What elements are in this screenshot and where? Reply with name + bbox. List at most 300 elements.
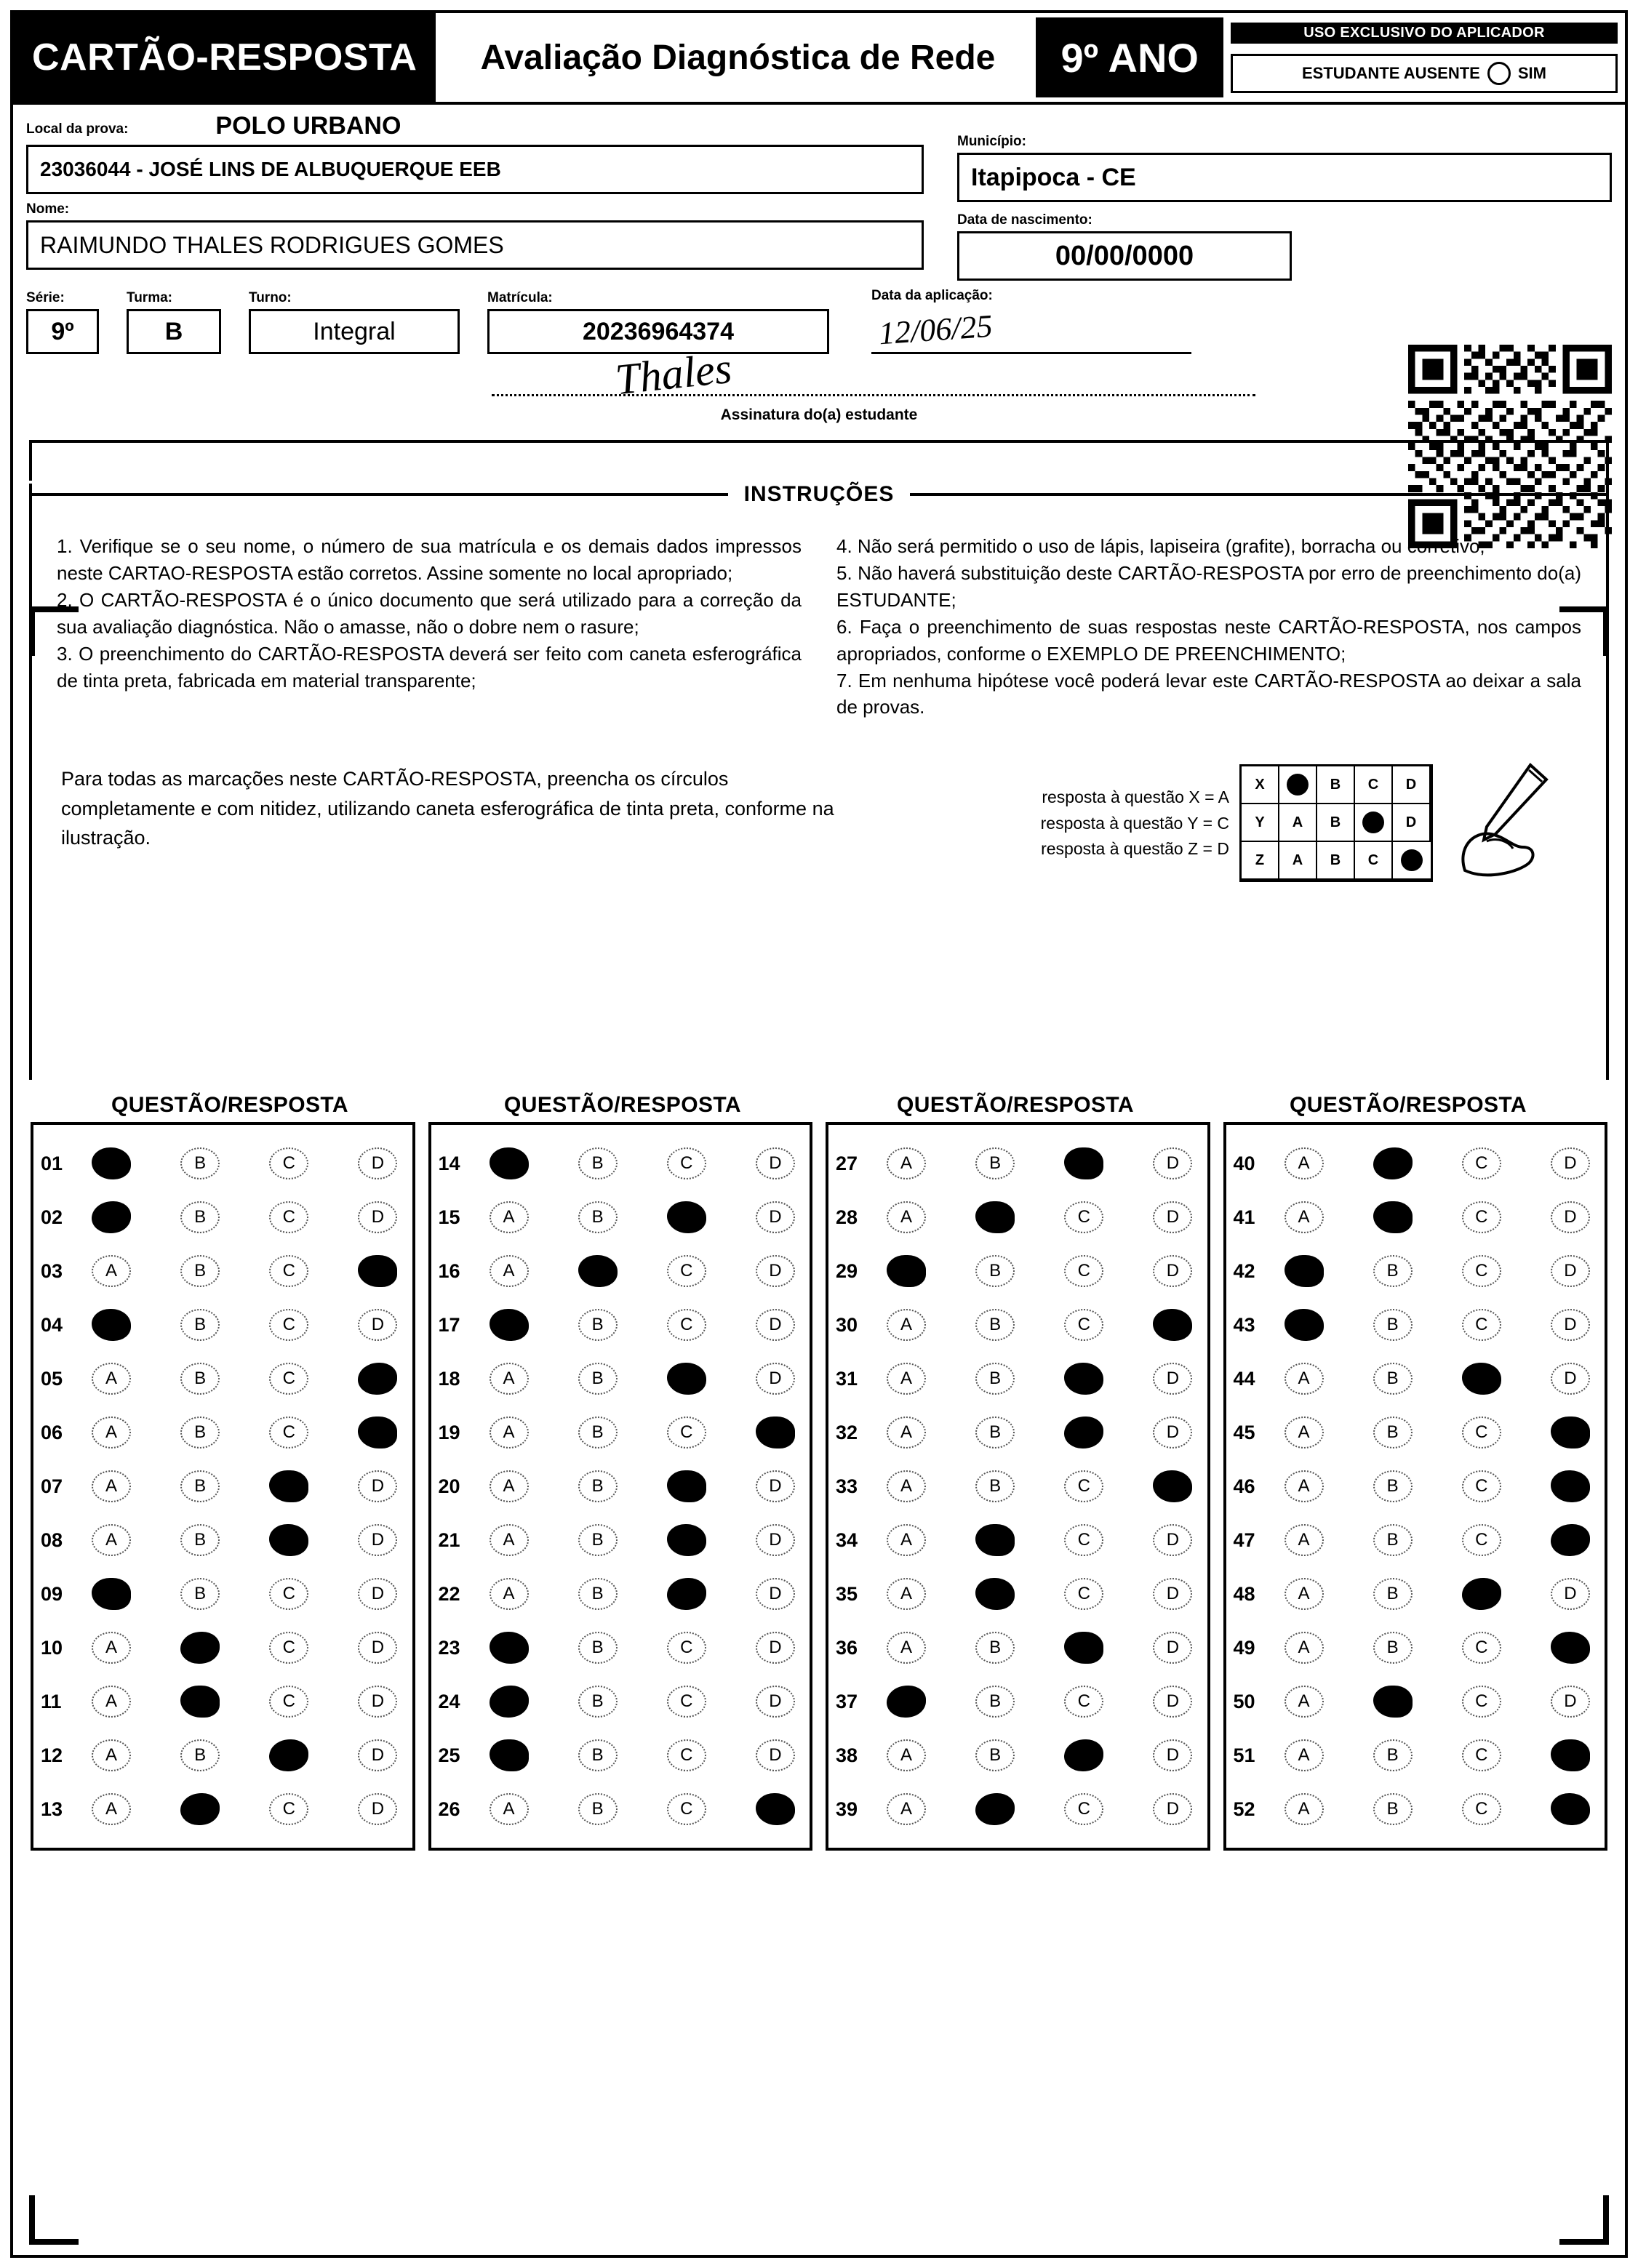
option-bubble-filled[interactable] xyxy=(490,1686,529,1718)
option-cell[interactable] xyxy=(664,1465,709,1507)
option-cell[interactable] xyxy=(1282,1734,1327,1776)
option-cell[interactable] xyxy=(664,1788,709,1830)
option-cell[interactable] xyxy=(89,1196,134,1238)
option-cell[interactable] xyxy=(1061,1196,1106,1238)
option-bubble[interactable]: C xyxy=(269,1147,308,1179)
option-cell[interactable] xyxy=(177,1627,223,1669)
option-cell[interactable] xyxy=(355,1250,400,1292)
option-bubble[interactable]: D xyxy=(756,1739,795,1771)
option-cell[interactable] xyxy=(753,1680,798,1723)
option-bubble[interactable]: A xyxy=(887,1739,926,1771)
option-bubble[interactable]: D xyxy=(1153,1739,1192,1771)
option-cell[interactable] xyxy=(884,1465,929,1507)
option-bubble[interactable]: B xyxy=(1373,1793,1413,1825)
option-cell[interactable] xyxy=(1282,1519,1327,1561)
option-cell[interactable] xyxy=(89,1573,134,1615)
option-bubble-filled[interactable] xyxy=(667,1524,706,1556)
option-bubble[interactable]: B xyxy=(1373,1739,1413,1771)
option-bubble[interactable]: A xyxy=(887,1363,926,1395)
option-bubble-filled[interactable] xyxy=(269,1739,308,1771)
option-cell[interactable] xyxy=(487,1465,532,1507)
option-cell[interactable] xyxy=(1061,1627,1106,1669)
option-bubble[interactable]: D xyxy=(756,1686,795,1718)
option-cell[interactable] xyxy=(753,1411,798,1454)
option-cell[interactable] xyxy=(575,1788,620,1830)
option-bubble[interactable]: B xyxy=(180,1470,220,1502)
option-bubble[interactable]: B xyxy=(1373,1417,1413,1448)
option-bubble[interactable]: A xyxy=(92,1417,131,1448)
option-cell[interactable] xyxy=(1282,1788,1327,1830)
option-cell[interactable] xyxy=(266,1142,311,1185)
option-cell[interactable] xyxy=(487,1358,532,1400)
option-bubble-filled[interactable] xyxy=(358,1363,397,1395)
option-bubble-filled[interactable] xyxy=(490,1739,529,1771)
option-cell[interactable] xyxy=(1282,1250,1327,1292)
option-cell[interactable] xyxy=(972,1573,1018,1615)
option-cell[interactable] xyxy=(884,1788,929,1830)
option-cell[interactable] xyxy=(1150,1519,1195,1561)
option-cell[interactable] xyxy=(1459,1304,1504,1346)
option-cell[interactable] xyxy=(1459,1465,1504,1507)
option-bubble[interactable]: A xyxy=(887,1309,926,1341)
option-bubble[interactable]: D xyxy=(1153,1417,1192,1448)
option-cell[interactable] xyxy=(575,1304,620,1346)
option-cell[interactable] xyxy=(884,1734,929,1776)
option-bubble-filled[interactable] xyxy=(578,1255,618,1287)
option-cell[interactable] xyxy=(1548,1734,1593,1776)
option-bubble[interactable]: A xyxy=(92,1739,131,1771)
option-cell[interactable] xyxy=(266,1788,311,1830)
option-cell[interactable] xyxy=(177,1680,223,1723)
option-cell[interactable] xyxy=(1282,1411,1327,1454)
option-bubble[interactable]: B xyxy=(1373,1255,1413,1287)
option-bubble[interactable]: A xyxy=(887,1417,926,1448)
option-bubble-filled[interactable] xyxy=(1462,1578,1501,1610)
option-cell[interactable] xyxy=(355,1627,400,1669)
option-bubble-filled[interactable] xyxy=(667,1363,706,1395)
option-bubble[interactable]: C xyxy=(1462,1255,1501,1287)
option-cell[interactable] xyxy=(575,1734,620,1776)
option-bubble[interactable]: A xyxy=(92,1686,131,1718)
option-cell[interactable] xyxy=(487,1196,532,1238)
option-cell[interactable] xyxy=(177,1411,223,1454)
option-bubble-filled[interactable] xyxy=(667,1578,706,1610)
option-bubble[interactable]: D xyxy=(756,1578,795,1610)
option-bubble[interactable]: B xyxy=(975,1686,1015,1718)
option-cell[interactable] xyxy=(487,1250,532,1292)
option-cell[interactable] xyxy=(487,1573,532,1615)
option-cell[interactable] xyxy=(1370,1788,1415,1830)
option-bubble[interactable]: B xyxy=(180,1363,220,1395)
option-cell[interactable] xyxy=(89,1142,134,1185)
option-bubble[interactable]: A xyxy=(92,1793,131,1825)
option-bubble[interactable]: D xyxy=(756,1147,795,1179)
option-cell[interactable] xyxy=(1061,1358,1106,1400)
option-bubble[interactable]: B xyxy=(975,1255,1015,1287)
option-bubble-filled[interactable] xyxy=(1064,1417,1103,1448)
option-bubble[interactable]: A xyxy=(92,1632,131,1664)
option-cell[interactable] xyxy=(1282,1465,1327,1507)
option-cell[interactable] xyxy=(266,1304,311,1346)
option-bubble[interactable]: A xyxy=(92,1363,131,1395)
option-bubble[interactable]: A xyxy=(1285,1417,1324,1448)
option-bubble[interactable]: D xyxy=(1551,1255,1590,1287)
option-cell[interactable] xyxy=(487,1304,532,1346)
option-bubble[interactable]: D xyxy=(756,1201,795,1233)
option-cell[interactable] xyxy=(1282,1358,1327,1400)
option-bubble[interactable]: A xyxy=(1285,1201,1324,1233)
option-cell[interactable] xyxy=(664,1573,709,1615)
option-bubble[interactable]: B xyxy=(578,1417,618,1448)
option-cell[interactable] xyxy=(753,1250,798,1292)
option-cell[interactable] xyxy=(487,1519,532,1561)
option-bubble[interactable]: B xyxy=(975,1309,1015,1341)
option-cell[interactable] xyxy=(1548,1788,1593,1830)
option-bubble[interactable]: C xyxy=(1064,1793,1103,1825)
option-bubble-filled[interactable] xyxy=(887,1255,926,1287)
option-cell[interactable] xyxy=(1061,1250,1106,1292)
option-bubble[interactable]: D xyxy=(1551,1686,1590,1718)
option-bubble-filled[interactable] xyxy=(1551,1793,1590,1825)
option-cell[interactable] xyxy=(1548,1519,1593,1561)
option-cell[interactable] xyxy=(1150,1411,1195,1454)
option-cell[interactable] xyxy=(266,1358,311,1400)
option-bubble[interactable]: D xyxy=(756,1255,795,1287)
option-cell[interactable] xyxy=(664,1519,709,1561)
option-cell[interactable] xyxy=(89,1304,134,1346)
option-bubble[interactable]: C xyxy=(667,1255,706,1287)
option-bubble[interactable]: C xyxy=(1462,1417,1501,1448)
option-bubble-filled[interactable] xyxy=(667,1201,706,1233)
option-bubble[interactable]: B xyxy=(180,1578,220,1610)
option-bubble[interactable]: C xyxy=(1064,1255,1103,1287)
option-cell[interactable] xyxy=(1282,1573,1327,1615)
option-cell[interactable] xyxy=(177,1142,223,1185)
option-bubble-filled[interactable] xyxy=(975,1524,1015,1556)
option-cell[interactable] xyxy=(753,1465,798,1507)
option-cell[interactable] xyxy=(1548,1411,1593,1454)
option-bubble[interactable]: A xyxy=(490,1578,529,1610)
option-bubble[interactable]: C xyxy=(667,1147,706,1179)
option-bubble[interactable]: A xyxy=(490,1417,529,1448)
option-bubble[interactable]: D xyxy=(1153,1632,1192,1664)
option-cell[interactable] xyxy=(266,1627,311,1669)
option-bubble-filled[interactable] xyxy=(1064,1147,1103,1179)
option-cell[interactable] xyxy=(1459,1573,1504,1615)
option-cell[interactable] xyxy=(1370,1358,1415,1400)
option-bubble[interactable]: A xyxy=(490,1793,529,1825)
option-cell[interactable] xyxy=(355,1734,400,1776)
option-cell[interactable] xyxy=(177,1573,223,1615)
option-cell[interactable] xyxy=(1370,1734,1415,1776)
option-bubble[interactable]: B xyxy=(180,1255,220,1287)
option-bubble[interactable]: C xyxy=(1462,1793,1501,1825)
option-cell[interactable] xyxy=(575,1250,620,1292)
option-bubble[interactable]: C xyxy=(1064,1578,1103,1610)
option-cell[interactable] xyxy=(1282,1680,1327,1723)
option-bubble-filled[interactable] xyxy=(358,1417,397,1448)
option-cell[interactable] xyxy=(487,1627,532,1669)
option-bubble[interactable]: C xyxy=(1462,1686,1501,1718)
option-bubble-filled[interactable] xyxy=(358,1255,397,1287)
option-bubble[interactable]: D xyxy=(1551,1147,1590,1179)
option-bubble[interactable]: A xyxy=(887,1524,926,1556)
option-cell[interactable] xyxy=(355,1788,400,1830)
option-bubble[interactable]: C xyxy=(1064,1686,1103,1718)
option-bubble[interactable]: C xyxy=(1462,1632,1501,1664)
option-cell[interactable] xyxy=(1459,1519,1504,1561)
option-bubble[interactable]: A xyxy=(490,1363,529,1395)
option-bubble[interactable]: C xyxy=(667,1686,706,1718)
option-cell[interactable] xyxy=(664,1358,709,1400)
option-bubble-filled[interactable] xyxy=(490,1632,529,1664)
option-cell[interactable] xyxy=(89,1411,134,1454)
option-bubble-filled[interactable] xyxy=(1285,1255,1324,1287)
option-cell[interactable] xyxy=(487,1788,532,1830)
option-bubble[interactable]: C xyxy=(269,1417,308,1448)
option-cell[interactable] xyxy=(1061,1680,1106,1723)
option-cell[interactable] xyxy=(177,1788,223,1830)
option-cell[interactable] xyxy=(177,1519,223,1561)
option-cell[interactable] xyxy=(884,1196,929,1238)
option-cell[interactable] xyxy=(89,1627,134,1669)
option-cell[interactable] xyxy=(89,1465,134,1507)
option-cell[interactable] xyxy=(1282,1304,1327,1346)
option-bubble[interactable]: D xyxy=(358,1686,397,1718)
option-cell[interactable] xyxy=(1370,1196,1415,1238)
option-bubble[interactable]: C xyxy=(269,1632,308,1664)
option-bubble[interactable]: B xyxy=(180,1309,220,1341)
option-bubble[interactable]: C xyxy=(1064,1201,1103,1233)
option-cell[interactable] xyxy=(575,1627,620,1669)
option-bubble[interactable]: B xyxy=(578,1578,618,1610)
option-cell[interactable] xyxy=(177,1250,223,1292)
option-bubble[interactable]: D xyxy=(358,1309,397,1341)
option-cell[interactable] xyxy=(1459,1250,1504,1292)
option-bubble[interactable]: C xyxy=(1462,1739,1501,1771)
option-cell[interactable] xyxy=(1370,1680,1415,1723)
option-cell[interactable] xyxy=(1061,1734,1106,1776)
option-cell[interactable] xyxy=(664,1411,709,1454)
option-cell[interactable] xyxy=(1370,1142,1415,1185)
option-cell[interactable] xyxy=(753,1304,798,1346)
option-cell[interactable] xyxy=(1370,1627,1415,1669)
option-cell[interactable] xyxy=(355,1304,400,1346)
option-bubble[interactable]: A xyxy=(490,1201,529,1233)
option-bubble-filled[interactable] xyxy=(1551,1739,1590,1771)
option-cell[interactable] xyxy=(1370,1304,1415,1346)
option-bubble[interactable]: D xyxy=(1153,1201,1192,1233)
option-bubble[interactable]: A xyxy=(1285,1524,1324,1556)
option-cell[interactable] xyxy=(884,1573,929,1615)
option-cell[interactable] xyxy=(89,1250,134,1292)
option-bubble-filled[interactable] xyxy=(1285,1309,1324,1341)
option-bubble[interactable]: B xyxy=(578,1363,618,1395)
option-cell[interactable] xyxy=(1459,1411,1504,1454)
option-cell[interactable] xyxy=(1061,1411,1106,1454)
option-cell[interactable] xyxy=(753,1519,798,1561)
option-cell[interactable] xyxy=(884,1411,929,1454)
option-cell[interactable] xyxy=(1370,1411,1415,1454)
option-bubble[interactable]: B xyxy=(1373,1524,1413,1556)
option-cell[interactable] xyxy=(355,1358,400,1400)
option-cell[interactable] xyxy=(266,1519,311,1561)
option-cell[interactable] xyxy=(1150,1196,1195,1238)
option-cell[interactable] xyxy=(753,1573,798,1615)
option-cell[interactable] xyxy=(575,1573,620,1615)
option-bubble[interactable]: B xyxy=(1373,1632,1413,1664)
option-cell[interactable] xyxy=(355,1196,400,1238)
option-cell[interactable] xyxy=(753,1358,798,1400)
option-cell[interactable] xyxy=(89,1358,134,1400)
option-bubble[interactable]: A xyxy=(1285,1739,1324,1771)
option-bubble-filled[interactable] xyxy=(490,1147,529,1179)
option-bubble-filled[interactable] xyxy=(92,1147,131,1179)
option-cell[interactable] xyxy=(972,1734,1018,1776)
option-cell[interactable] xyxy=(177,1196,223,1238)
option-cell[interactable] xyxy=(1282,1627,1327,1669)
option-cell[interactable] xyxy=(753,1734,798,1776)
option-cell[interactable] xyxy=(753,1627,798,1669)
option-cell[interactable] xyxy=(972,1519,1018,1561)
option-cell[interactable] xyxy=(1150,1358,1195,1400)
option-bubble[interactable]: B xyxy=(578,1686,618,1718)
option-cell[interactable] xyxy=(1061,1573,1106,1615)
option-cell[interactable] xyxy=(266,1573,311,1615)
option-bubble-filled[interactable] xyxy=(756,1417,795,1448)
option-cell[interactable] xyxy=(575,1465,620,1507)
option-cell[interactable] xyxy=(664,1627,709,1669)
option-bubble[interactable]: B xyxy=(1373,1470,1413,1502)
option-cell[interactable] xyxy=(1459,1734,1504,1776)
option-bubble[interactable]: B xyxy=(1373,1578,1413,1610)
option-cell[interactable] xyxy=(664,1142,709,1185)
option-bubble[interactable]: D xyxy=(1153,1524,1192,1556)
option-bubble[interactable]: B xyxy=(578,1632,618,1664)
option-cell[interactable] xyxy=(1548,1196,1593,1238)
option-bubble[interactable]: B xyxy=(180,1417,220,1448)
option-cell[interactable] xyxy=(1061,1788,1106,1830)
option-cell[interactable] xyxy=(89,1519,134,1561)
option-bubble-filled[interactable] xyxy=(756,1793,795,1825)
option-bubble-filled[interactable] xyxy=(180,1686,220,1718)
option-cell[interactable] xyxy=(1150,1304,1195,1346)
option-bubble[interactable]: D xyxy=(756,1363,795,1395)
option-bubble-filled[interactable] xyxy=(1462,1363,1501,1395)
option-bubble[interactable]: D xyxy=(358,1524,397,1556)
option-bubble[interactable]: D xyxy=(1551,1363,1590,1395)
option-bubble-filled[interactable] xyxy=(92,1578,131,1610)
option-cell[interactable] xyxy=(1548,1304,1593,1346)
option-bubble-filled[interactable] xyxy=(1064,1363,1103,1395)
option-cell[interactable] xyxy=(1150,1734,1195,1776)
option-bubble-filled[interactable] xyxy=(1373,1201,1413,1233)
option-cell[interactable] xyxy=(487,1680,532,1723)
option-bubble[interactable]: B xyxy=(180,1147,220,1179)
option-bubble[interactable]: A xyxy=(887,1578,926,1610)
option-bubble-filled[interactable] xyxy=(1551,1632,1590,1664)
option-bubble[interactable]: D xyxy=(1153,1793,1192,1825)
option-bubble[interactable]: C xyxy=(1064,1470,1103,1502)
option-cell[interactable] xyxy=(355,1411,400,1454)
option-bubble[interactable]: A xyxy=(1285,1686,1324,1718)
option-bubble[interactable]: C xyxy=(1462,1201,1501,1233)
option-cell[interactable] xyxy=(1370,1465,1415,1507)
option-bubble-filled[interactable] xyxy=(887,1686,926,1718)
option-bubble[interactable]: C xyxy=(269,1793,308,1825)
option-bubble[interactable]: C xyxy=(269,1309,308,1341)
option-cell[interactable] xyxy=(355,1680,400,1723)
option-cell[interactable] xyxy=(664,1250,709,1292)
option-cell[interactable] xyxy=(1548,1573,1593,1615)
option-bubble-filled[interactable] xyxy=(1153,1470,1192,1502)
option-cell[interactable] xyxy=(1150,1142,1195,1185)
option-cell[interactable] xyxy=(884,1250,929,1292)
option-bubble[interactable]: B xyxy=(975,1363,1015,1395)
option-cell[interactable] xyxy=(972,1250,1018,1292)
option-bubble[interactable]: D xyxy=(1153,1578,1192,1610)
option-bubble[interactable]: A xyxy=(1285,1578,1324,1610)
option-cell[interactable] xyxy=(1370,1573,1415,1615)
option-bubble-filled[interactable] xyxy=(92,1309,131,1341)
option-cell[interactable] xyxy=(1061,1304,1106,1346)
option-cell[interactable] xyxy=(487,1142,532,1185)
option-bubble[interactable]: D xyxy=(358,1793,397,1825)
option-bubble[interactable]: D xyxy=(756,1524,795,1556)
option-bubble[interactable]: B xyxy=(578,1739,618,1771)
option-bubble[interactable]: B xyxy=(578,1524,618,1556)
option-bubble[interactable]: A xyxy=(887,1470,926,1502)
option-cell[interactable] xyxy=(1150,1680,1195,1723)
option-bubble[interactable]: A xyxy=(887,1632,926,1664)
option-bubble[interactable]: A xyxy=(1285,1470,1324,1502)
option-bubble[interactable]: A xyxy=(887,1201,926,1233)
option-bubble[interactable]: A xyxy=(887,1793,926,1825)
option-cell[interactable] xyxy=(664,1304,709,1346)
option-cell[interactable] xyxy=(355,1465,400,1507)
option-cell[interactable] xyxy=(89,1788,134,1830)
option-bubble[interactable]: C xyxy=(667,1793,706,1825)
option-bubble[interactable]: A xyxy=(92,1524,131,1556)
absent-bubble-icon[interactable] xyxy=(1487,62,1511,85)
option-bubble[interactable]: D xyxy=(1551,1201,1590,1233)
option-cell[interactable] xyxy=(972,1627,1018,1669)
option-cell[interactable] xyxy=(266,1465,311,1507)
option-cell[interactable] xyxy=(89,1680,134,1723)
option-bubble[interactable]: C xyxy=(1462,1470,1501,1502)
option-bubble[interactable]: B xyxy=(180,1524,220,1556)
option-cell[interactable] xyxy=(177,1358,223,1400)
option-bubble[interactable]: C xyxy=(269,1363,308,1395)
option-cell[interactable] xyxy=(575,1196,620,1238)
answer-grid[interactable] xyxy=(13,1122,1625,1851)
option-bubble-filled[interactable] xyxy=(1551,1417,1590,1448)
option-bubble-filled[interactable] xyxy=(1064,1632,1103,1664)
option-cell[interactable] xyxy=(664,1734,709,1776)
option-cell[interactable] xyxy=(1459,1627,1504,1669)
option-cell[interactable] xyxy=(1282,1196,1327,1238)
option-bubble[interactable]: A xyxy=(490,1470,529,1502)
option-bubble[interactable]: C xyxy=(667,1417,706,1448)
option-cell[interactable] xyxy=(177,1304,223,1346)
option-cell[interactable] xyxy=(177,1734,223,1776)
option-bubble[interactable]: B xyxy=(1373,1309,1413,1341)
option-bubble[interactable]: B xyxy=(180,1739,220,1771)
option-bubble[interactable]: D xyxy=(756,1309,795,1341)
option-cell[interactable] xyxy=(972,1196,1018,1238)
option-bubble[interactable]: C xyxy=(269,1201,308,1233)
option-cell[interactable] xyxy=(177,1465,223,1507)
